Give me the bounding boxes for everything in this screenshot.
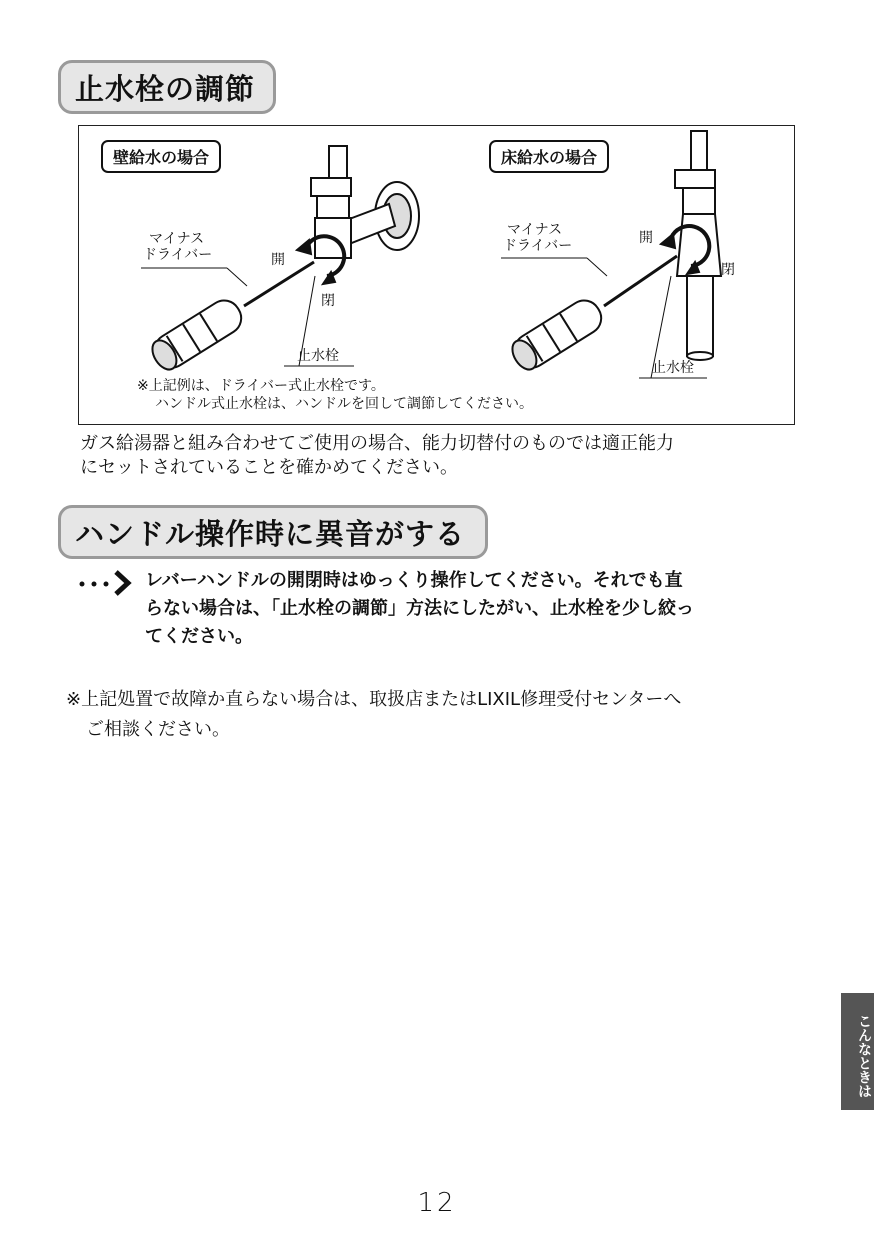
open-label-left: 開 xyxy=(271,252,285,268)
close-label-right: 閉 xyxy=(721,262,735,278)
bullet-line1: レバーハンドルの開閉時はゆっくり操作してください。それでも直 xyxy=(145,570,683,591)
wall-supply-tag: 壁給水の場合 xyxy=(101,140,221,173)
footer-note-line1: ※上記処置で故障か直らない場合は、取扱店またはLIXIL修理受付センターへ xyxy=(66,689,682,710)
bullet-line2: らない場合は、「止水栓の調節」方法にしたがい、止水栓を少し絞っ xyxy=(145,598,694,619)
page-number: 12 xyxy=(417,1188,457,1218)
driver-label-right-2: ドライバー xyxy=(503,238,573,254)
valve-figure xyxy=(78,125,795,425)
driver-label-left-1: マイナス xyxy=(149,231,205,247)
valve-label-left: 止水栓 xyxy=(297,348,339,364)
body-text-line1: ガス給湯器と組み合わせてご使用の場合、能力切替付のものでは適正能力 xyxy=(80,433,674,454)
side-index-tab: こんなときは xyxy=(841,993,874,1110)
valve-label-right: 止水栓 xyxy=(652,360,694,376)
figure-note-2: ハンドル式止水栓は、ハンドルを回して調節してください。 xyxy=(155,396,533,412)
section-title-valve-adjust xyxy=(58,60,276,114)
body-text-line2: にセットされていることを確かめてください。 xyxy=(80,457,458,478)
footer-note-line2: ご相談ください。 xyxy=(86,719,230,740)
section-title-text: ハンドル操作時に異音がする xyxy=(75,516,466,551)
figure-note-1: ※上記例は、ドライバー式止水栓です。 xyxy=(137,378,385,394)
bullet-line3: てください。 xyxy=(145,626,253,647)
driver-label-left-2: ドライバー xyxy=(143,247,213,263)
floor-supply-tag: 床給水の場合 xyxy=(489,140,609,173)
driver-label-right-1: マイナス xyxy=(507,222,563,238)
section-title-handle-noise xyxy=(58,505,488,559)
section-title-text: 止水栓の調節 xyxy=(75,71,256,106)
close-label-left: 閉 xyxy=(321,293,335,309)
arrow-bullet-icon xyxy=(78,568,134,596)
open-label-right: 開 xyxy=(639,230,653,246)
